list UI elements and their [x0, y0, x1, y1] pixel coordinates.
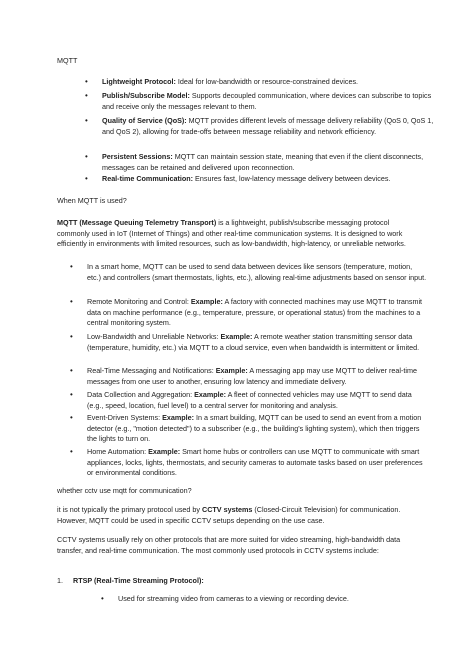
list-number: 1.: [57, 576, 63, 585]
paragraph-text: it is not typically the primary protocol used by: [57, 505, 203, 514]
bullet-icon: •: [85, 116, 88, 125]
bullet-icon: •: [101, 594, 104, 603]
intro-text: is a lightweight, publish/subscribe messaging protocol commonly used in IoT (Internet of Things) and other real-time communication systems. It is designed to work efficiently in environments with limited resources, such as low-bandwidth, high-latency, or unreliable networks.: [57, 218, 406, 249]
list-item: [70, 297, 427, 329]
feature-text: MQTT provides different levels of message delivery reliability (QoS 0, QoS 1, and QoS 2), allowing for trade-offs between message reliability and network efficiency.: [102, 116, 434, 136]
list-item: [70, 390, 427, 411]
bullet-icon: •: [70, 297, 73, 306]
example-label: Example:: [194, 390, 227, 399]
bullet-icon: •: [70, 332, 73, 341]
bullet-icon: •: [85, 91, 88, 100]
use-category: Event-Driven Systems:: [87, 413, 163, 422]
use-text: A factory with connected machines may use MQTT to transmit data on machine performance (e.g., temperature, pressure, or operational status) from the machines to a central monitoring system.: [87, 297, 423, 328]
bullet-icon: •: [70, 262, 73, 271]
feature-text: Ensures fast, low-latency message delivery between devices.: [193, 174, 391, 183]
intro-bold: MQTT (Message Queuing Telemetry Transport): [57, 218, 217, 227]
use-text: In a smart building, MQTT can be used to send an event from a motion detector (e.g., "motion detected") to a subscriber (e.g., the building's lighting system), which then triggers the lights to turn on.: [87, 413, 422, 444]
use-text: Smart home hubs or controllers can use MQTT to communicate with smart appliances, locks, lights, thermostats, and security cameras to automate tasks based on user preferences or environmental conditions.: [87, 447, 423, 478]
use-text: A fleet of connected vehicles may use MQTT to send data (e.g., speed, location, fuel level) to a central server for monitoring and analysis.: [87, 390, 412, 410]
feature-text: Supports decoupled communication, where devices can subscribe to topics and receive only the messages relevant to them.: [102, 91, 432, 111]
use-text: A messaging app may use MQTT to deliver real-time messages from one user to another, ensuring low latency and immediate delivery.: [87, 366, 417, 386]
cctv-question: whether cctv use mqtt for communication?: [57, 486, 192, 495]
feature-label: Persistent Sessions:: [102, 152, 173, 161]
list-item: [70, 413, 427, 445]
mqtt-heading: MQTT: [57, 56, 78, 65]
bullet-icon: •: [70, 413, 73, 422]
when-heading: When MQTT is used?: [57, 196, 127, 205]
cctv-paragraph-2: CCTV systems usually rely on other protocols that are more suited for video streaming, high-bandwidth data transfer, and real-time communication. The most commonly used protocols in CCTV systems include:: [57, 535, 401, 555]
use-category: Low-Bandwidth and Unreliable Networks:: [87, 332, 221, 341]
use-category: Data Collection and Aggregation:: [87, 390, 195, 399]
cctv-paragraph-1: [57, 505, 419, 526]
example-label: Example:: [148, 447, 181, 456]
example-label: Example:: [215, 366, 248, 375]
protocol-title: RTSP (Real-Time Streaming Protocol):: [73, 576, 204, 585]
list-item: [85, 152, 442, 173]
use-text: A remote weather station transmitting sensor data (temperature, humidity, etc.) via MQTT to a cloud service, even when bandwidth is intermittent or limited.: [87, 332, 420, 352]
use-text: In a smart home, MQTT can be used to send data between devices like sensors (temperature, motion, etc.) and controllers (smart thermostats, lights, etc.), allowing real-time adjustments based on sensor input.: [87, 262, 427, 282]
list-item: [85, 116, 442, 137]
list-item: [101, 594, 458, 605]
bullet-icon: •: [70, 447, 73, 456]
feature-text: MQTT can maintain session state, meaning that even if the client disconnects, messages can be retained and delivered upon reconnection.: [102, 152, 424, 172]
bullet-icon: •: [70, 366, 73, 375]
feature-label: Real-time Communication:: [102, 174, 194, 183]
paragraph-bold: CCTV systems: [202, 505, 253, 514]
list-item: [70, 332, 427, 353]
protocol-description: Used for streaming video from cameras to a viewing or recording device.: [118, 594, 349, 603]
feature-label: Quality of Service (QoS):: [102, 116, 187, 125]
bullet-icon: •: [85, 174, 88, 183]
use-category: Remote Monitoring and Control:: [87, 297, 191, 306]
bullet-icon: •: [85, 77, 88, 86]
example-label: Example:: [190, 297, 223, 306]
list-item: [70, 366, 427, 387]
feature-label: Lightweight Protocol:: [102, 77, 176, 86]
feature-text: Ideal for low-bandwidth or resource-constrained devices.: [175, 77, 359, 86]
bullet-icon: •: [70, 390, 73, 399]
use-category: Home Automation:: [87, 447, 149, 456]
list-item: [85, 77, 442, 88]
list-item: [70, 262, 427, 283]
feature-label: Publish/Subscribe Model:: [102, 91, 190, 100]
example-label: Example:: [162, 413, 195, 422]
intro-paragraph: [57, 218, 419, 250]
bullet-icon: •: [85, 152, 88, 161]
paragraph-text: (Closed-Circuit Television) for communication. However, MQTT could be used in specific CCTV setups depending on the use case.: [57, 505, 401, 525]
list-item: [85, 91, 442, 112]
example-label: Example:: [220, 332, 253, 341]
list-item: [70, 447, 427, 479]
use-category: Real-Time Messaging and Notifications:: [87, 366, 216, 375]
list-item: [85, 174, 442, 185]
